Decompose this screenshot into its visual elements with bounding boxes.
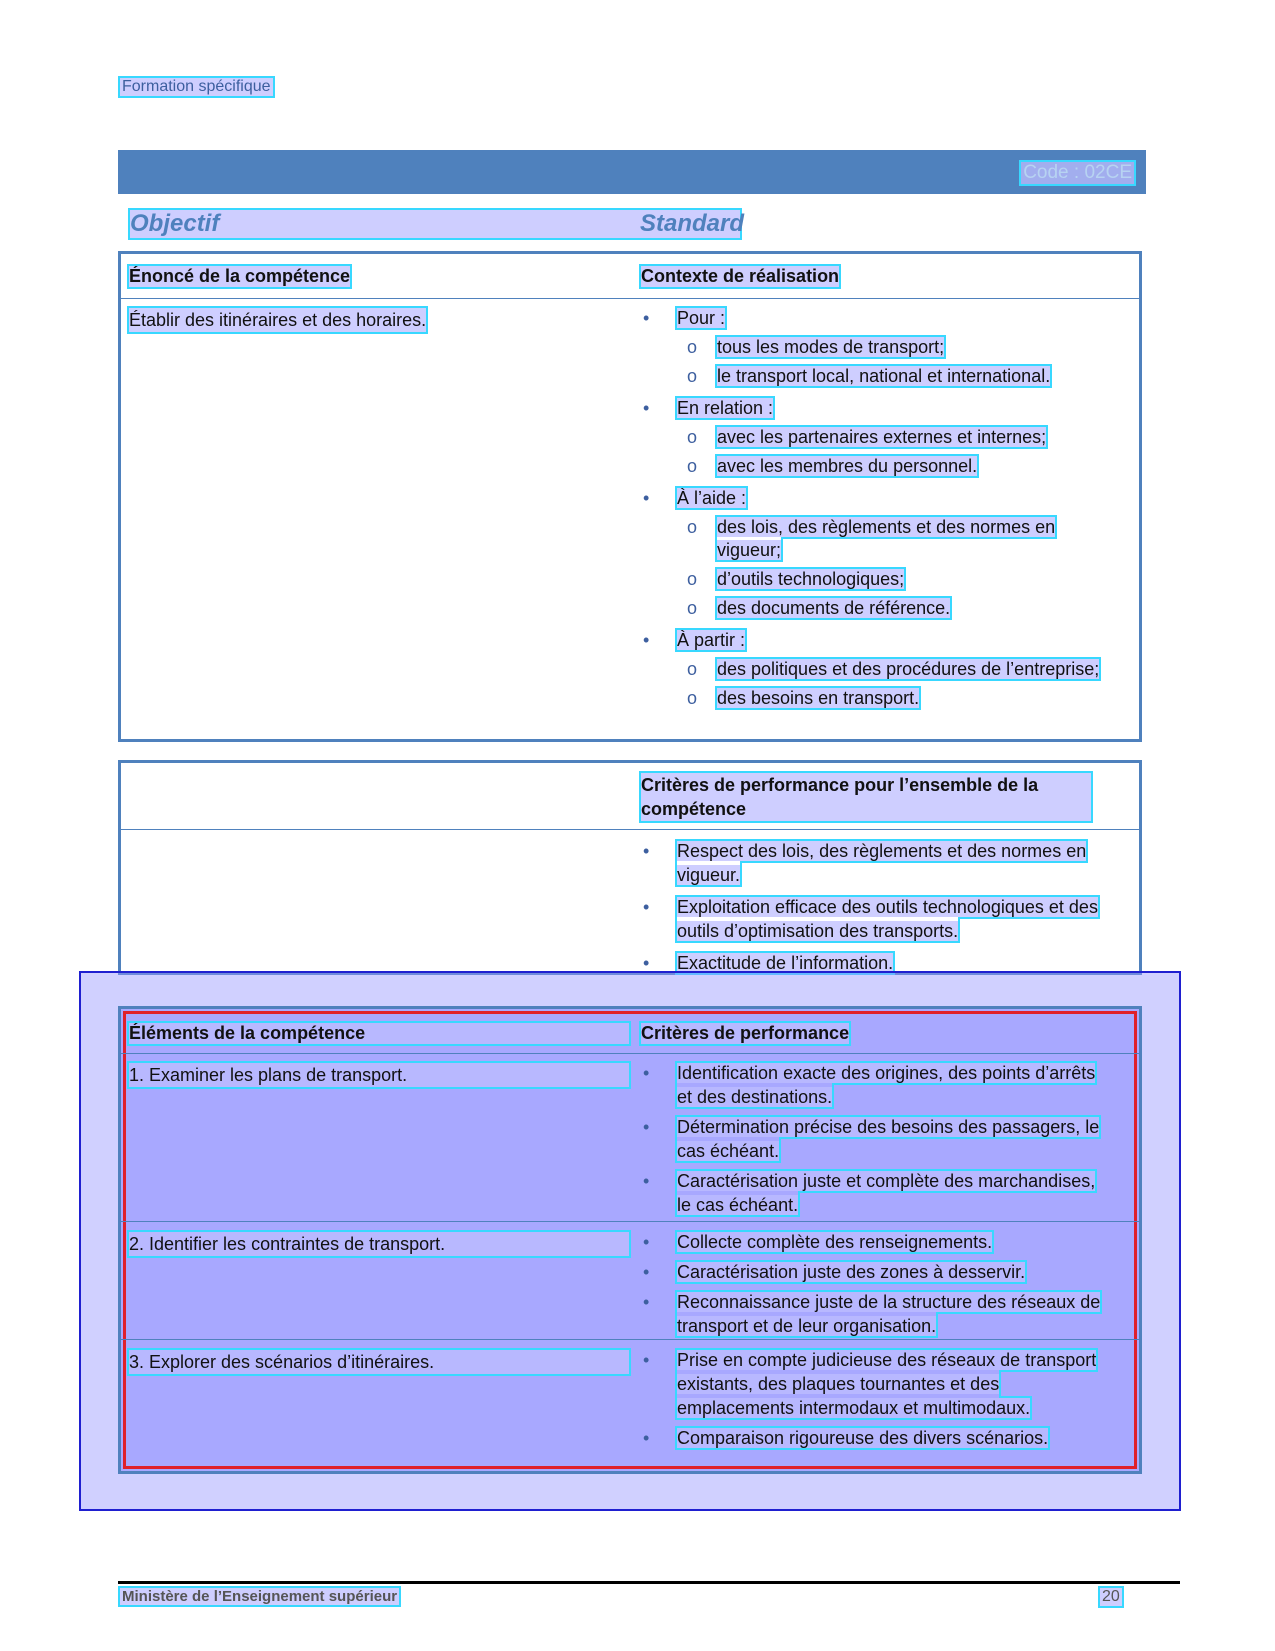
contexte-item-label: À partir : xyxy=(677,630,746,650)
standard-title: Standard xyxy=(640,210,745,237)
contexte-subitem-text: avec les partenaires externes et internes; xyxy=(717,427,1047,447)
contexte-subitem-text: des besoins en transport. xyxy=(717,688,920,708)
contexte-subitem xyxy=(677,336,1106,359)
objectif-label: Objectif xyxy=(130,210,740,238)
critere-text: Comparaison rigoureuse des divers scénarios. xyxy=(677,1428,1049,1448)
critere-item xyxy=(641,1230,1106,1254)
element-text: 3. Explorer des scénarios d’itinéraires. xyxy=(129,1350,629,1374)
contexte-header: Contexte de réalisation xyxy=(641,266,840,286)
criteres-ensemble-item-text: Exploitation efficace des outils technologiques et des outils d’optimisation des transports. xyxy=(677,897,1098,941)
contexte-subitem xyxy=(677,597,1106,620)
contexte-list xyxy=(641,306,1106,718)
contexte-subitem-text: d’outils technologiques; xyxy=(717,569,905,589)
footer-ministry: Ministère de l’Enseignement supérieur xyxy=(122,1588,398,1605)
contexte-subitem-text: des documents de référence. xyxy=(717,598,951,618)
enonce-header: Énoncé de la compétence xyxy=(129,266,351,286)
critere-text: Détermination précise des besoins des passagers, le cas échéant. xyxy=(677,1117,1100,1161)
critere-text: Identification exacte des origines, des points d’arrêts et des destinations. xyxy=(677,1063,1096,1107)
criteres-ensemble-header: Critères de performance pour l’ensemble de la compétence xyxy=(641,773,1091,821)
contexte-subitem xyxy=(677,426,1106,449)
contexte-subitem-text: des lois, des règlements et des normes en vigueur; xyxy=(717,517,1056,560)
contexte-item xyxy=(641,486,1106,620)
critere-text: Prise en compte judicieuse des réseaux de transport existants, des plaques tournantes et des emplacements intermodaux et multimodaux. xyxy=(677,1350,1097,1418)
contexte-item xyxy=(641,306,1106,388)
critere-item xyxy=(641,1348,1106,1420)
element-row xyxy=(121,1221,1139,1340)
criteres-ensemble-item xyxy=(641,895,1111,943)
elements-table xyxy=(118,1006,1142,1474)
critere-text: Caractérisation juste des zones à desservir. xyxy=(677,1262,1026,1282)
enonce-text: Établir des itinéraires et des horaires. xyxy=(129,310,427,330)
element-text: 1. Examiner les plans de transport. xyxy=(129,1063,629,1087)
contexte-subitem-text: tous les modes de transport; xyxy=(717,337,945,357)
criteres-ensemble-list xyxy=(641,839,1111,983)
contexte-item xyxy=(641,396,1106,478)
contexte-subitem xyxy=(677,516,1106,562)
critere-text: Collecte complète des renseignements. xyxy=(677,1232,993,1252)
criteres-ensemble-table xyxy=(118,760,1142,975)
element-row xyxy=(121,1061,1139,1221)
contexte-subitem xyxy=(677,455,1106,478)
competency-code: Code : 02CE xyxy=(1023,162,1132,183)
elements-header: Éléments de la compétence xyxy=(129,1023,629,1044)
document-section-label: Formation spécifique xyxy=(122,78,271,95)
contexte-subitem-text: avec les membres du personnel. xyxy=(717,456,978,476)
contexte-subitem-text: des politiques et des procédures de l’entreprise; xyxy=(717,659,1100,679)
contexte-item-label: À l’aide : xyxy=(677,488,747,508)
page-number: 20 xyxy=(1102,1588,1120,1605)
element-row xyxy=(121,1339,1139,1460)
criteres-ensemble-item xyxy=(641,839,1111,887)
contexte-item-label: Pour : xyxy=(677,308,726,328)
critere-item xyxy=(641,1169,1106,1217)
critere-item xyxy=(641,1260,1106,1284)
competence-table xyxy=(118,251,1142,742)
contexte-subitem xyxy=(677,365,1106,388)
critere-item xyxy=(641,1426,1106,1450)
criteres-ensemble-item-text: Exactitude de l’information. xyxy=(677,953,894,973)
header-bar xyxy=(118,150,1146,194)
critere-item xyxy=(641,1290,1106,1338)
element-text: 2. Identifier les contraintes de transport. xyxy=(129,1232,629,1256)
contexte-subitem xyxy=(677,568,1106,591)
contexte-subitem xyxy=(677,687,1106,710)
contexte-item-label: En relation : xyxy=(677,398,774,418)
criteres-ensemble-item-text: Respect des lois, des règlements et des normes en vigueur. xyxy=(677,841,1087,885)
footer-divider xyxy=(118,1581,1180,1584)
criteres-header: Critères de performance xyxy=(641,1023,850,1043)
contexte-subitem xyxy=(677,658,1106,681)
contexte-item xyxy=(641,628,1106,710)
contexte-subitem-text: le transport local, national et international. xyxy=(717,366,1051,386)
critere-text: Reconnaissance juste de la structure des réseaux de transport et de leur organisation. xyxy=(677,1292,1101,1336)
critere-item xyxy=(641,1115,1106,1163)
critere-item xyxy=(641,1061,1106,1109)
critere-text: Caractérisation juste et complète des marchandises, le cas échéant. xyxy=(677,1171,1096,1215)
